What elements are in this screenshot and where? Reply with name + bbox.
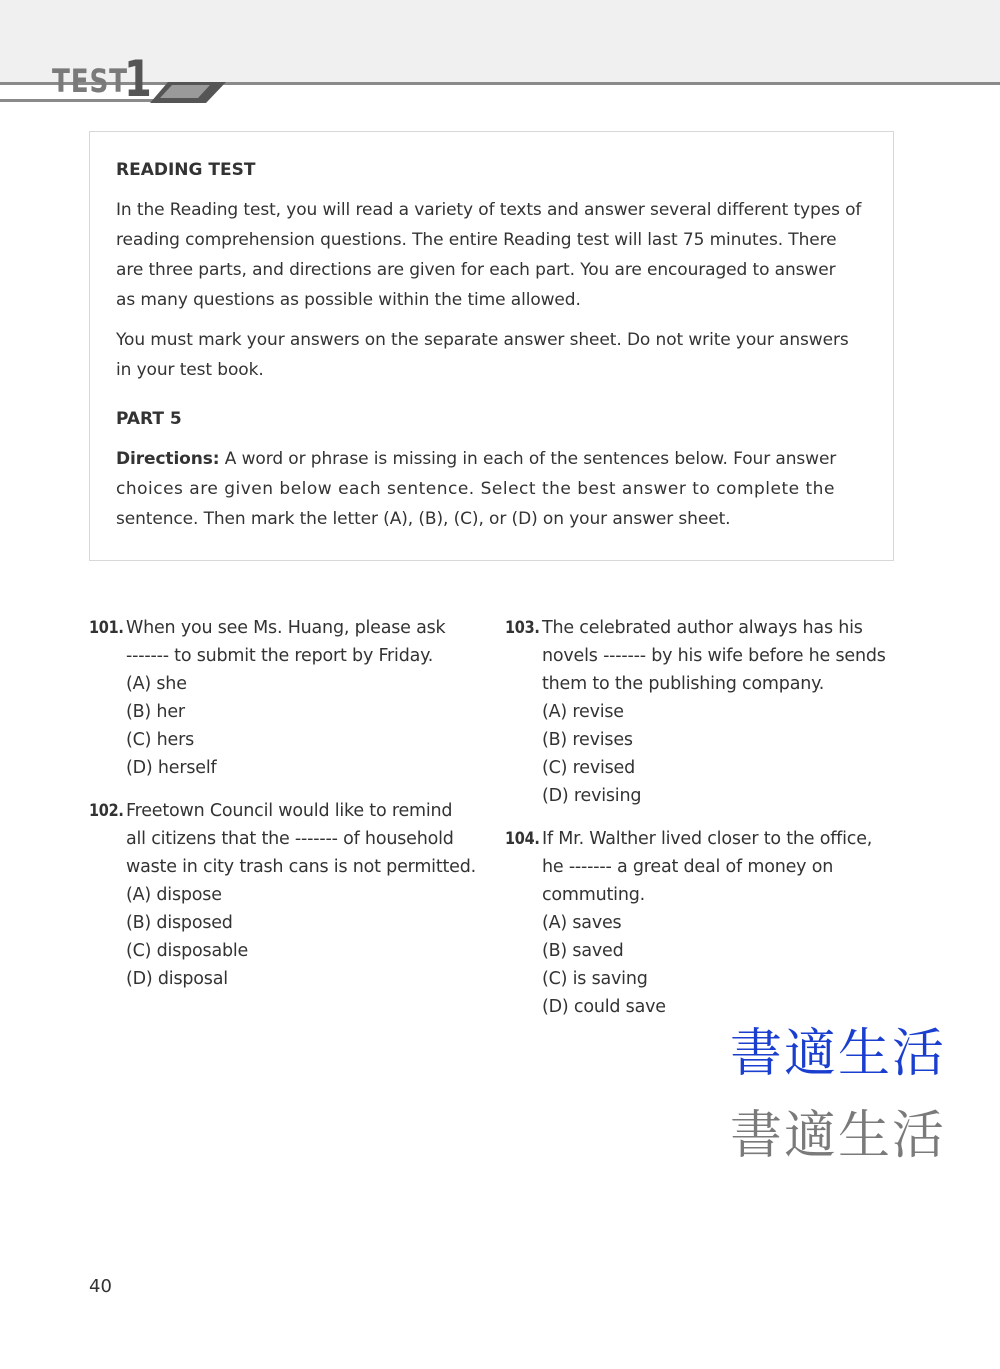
paragraph-line: In the Reading test, you will read a variety of texts and answer several different types of	[116, 200, 862, 220]
question-body	[542, 614, 886, 810]
reading-test-heading: READING TEST	[116, 160, 256, 180]
test-label: TEST	[52, 62, 128, 100]
answer-choice[interactable]: (A) saves	[542, 913, 622, 933]
paragraph-line: choices are given below each sentence. Select the best answer to complete the	[116, 479, 835, 499]
question-stem-line: commuting.	[542, 885, 646, 905]
answer-choice[interactable]: (A) dispose	[126, 885, 222, 905]
question-102	[89, 797, 476, 993]
paragraph-line: in your test book.	[116, 360, 264, 380]
question-stem-line: them to the publishing company.	[542, 674, 825, 694]
reading-intro-paragraph	[116, 195, 867, 315]
paragraph-line: reading comprehension questions. The entire Reading test will last 75 minutes. There	[116, 230, 837, 250]
answer-choice[interactable]: (C) is saving	[542, 969, 648, 989]
question-body	[542, 825, 872, 1021]
answer-choice[interactable]: (B) revises	[542, 730, 633, 750]
part-heading: PART 5	[116, 409, 182, 429]
answer-choice[interactable]: (C) revised	[542, 758, 636, 778]
paragraph-line: You must mark your answers on the separate answer sheet. Do not write your answers	[116, 330, 849, 350]
question-103	[505, 614, 886, 810]
paragraph-line: as many questions as possible within the time allowed.	[116, 290, 581, 310]
question-number: 104.	[505, 829, 540, 849]
directions-paragraph	[116, 444, 867, 534]
answer-choice[interactable]: (A) revise	[542, 702, 624, 722]
answer-choice[interactable]: (B) her	[126, 702, 185, 722]
answer-sheet-paragraph	[116, 325, 867, 385]
question-stem-line: The celebrated author always has his	[542, 618, 863, 638]
paragraph-line: are three parts, and directions are given for each part. You are encouraged to answer	[116, 260, 836, 280]
question-stem-line: Freetown Council would like to remind	[126, 801, 453, 821]
directions-text: A word or phrase is missing in each of the sentences below. Four answer	[219, 449, 837, 469]
answer-choice[interactable]: (C) hers	[126, 730, 195, 750]
question-stem-line: ------- to submit the report by Friday.	[126, 646, 434, 666]
question-number: 102.	[89, 801, 124, 821]
question-stem-line: When you see Ms. Huang, please ask	[126, 618, 446, 638]
question-101	[89, 614, 445, 782]
question-number: 103.	[505, 618, 540, 638]
answer-choice[interactable]: (B) disposed	[126, 913, 233, 933]
answer-choice[interactable]: (D) disposal	[126, 969, 228, 989]
question-stem-line: novels ------- by his wife before he sends	[542, 646, 886, 666]
question-104	[505, 825, 872, 1021]
question-stem-line: If Mr. Walther lived closer to the office,	[542, 829, 873, 849]
answer-choice[interactable]: (A) she	[126, 674, 187, 694]
directions-label: Directions:	[116, 449, 220, 469]
header-slash-decoration	[150, 82, 230, 106]
question-number: 101.	[89, 618, 124, 638]
question-body	[126, 797, 476, 993]
reading-instructions-box	[89, 131, 894, 561]
watermark-blue: 書適生活	[730, 1024, 947, 1084]
watermark-gray: 書適生活	[730, 1106, 947, 1166]
answer-choice[interactable]: (D) could save	[542, 997, 666, 1017]
page-number: 40	[89, 1276, 112, 1297]
paragraph-line: sentence. Then mark the letter (A), (B), (C), or (D) on your answer sheet.	[116, 509, 731, 529]
answer-choice[interactable]: (B) saved	[542, 941, 624, 961]
answer-choice[interactable]: (D) herself	[126, 758, 217, 778]
answer-choice[interactable]: (D) revising	[542, 786, 642, 806]
question-stem-line: all citizens that the ------- of household	[126, 829, 454, 849]
question-body	[126, 614, 445, 782]
test-number: 1	[124, 50, 152, 108]
question-stem-line: he ------- a great deal of money on	[542, 857, 834, 877]
paragraph-line	[116, 444, 867, 474]
question-stem-line: waste in city trash cans is not permitted.	[126, 857, 476, 877]
answer-choice[interactable]: (C) disposable	[126, 941, 249, 961]
